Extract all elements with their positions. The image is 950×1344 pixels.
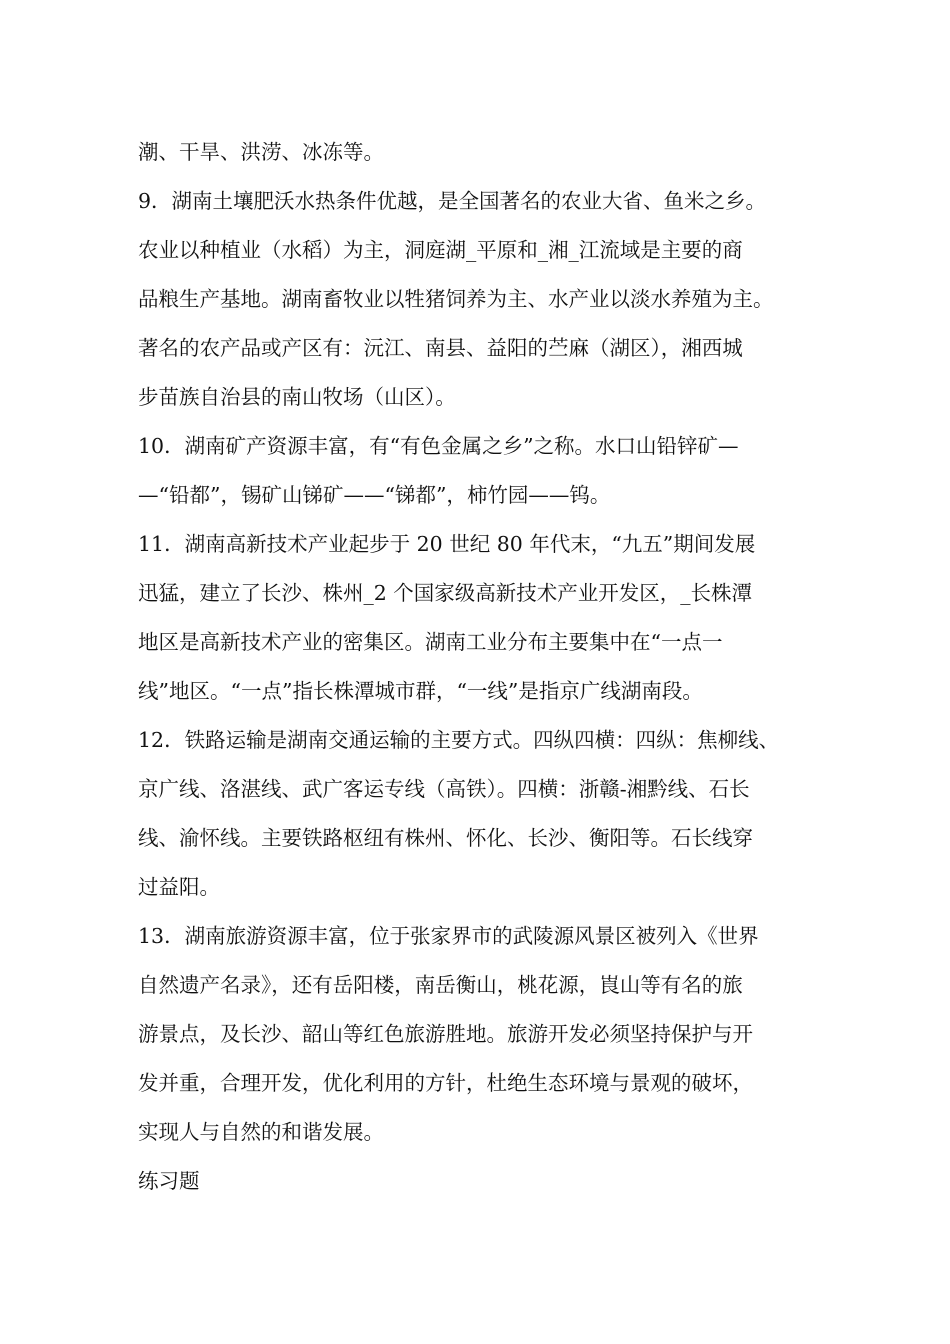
text-line: 发并重，合理开发，优化利用的方针，杜绝生态环境与景观的破坏，: [138, 1071, 753, 1095]
text-line: 游景点，及长沙、韶山等红色旅游胜地。旅游开发必须坚持保护与开: [138, 1022, 753, 1046]
text-line: —“铅都”，锡矿山锑矿——“锑都”，柿竹园——钨。: [138, 483, 611, 507]
text-line: 步苗族自治县的南山牧场（山区）。: [138, 385, 456, 409]
text-line: 潮、干旱、洪涝、冰冻等。: [138, 140, 384, 164]
text-line: 实现人与自然的和谐发展。: [138, 1120, 384, 1144]
text-line: 线”地区。“一点”指长株潭城市群，“一线”是指京广线湖南段。: [138, 679, 703, 703]
text-line: 13．湖南旅游资源丰富，位于张家界市的武陵源风景区被列入《世界: [138, 924, 759, 948]
text-line: 著名的农产品或产区有：沅江、南县、益阳的苎麻（湖区），湘西城: [138, 336, 743, 360]
section-heading: 练习题: [138, 1169, 200, 1193]
text-line: 京广线、洛湛线、武广客运专线（高铁）。四横：浙赣-湘黔线、石长: [138, 777, 750, 801]
text-line: 10．湖南矿产资源丰富，有“有色金属之乡”之称。水口山铅锌矿—: [138, 434, 739, 458]
text-line: 12．铁路运输是湖南交通运输的主要方式。四纵四横：四纵：焦柳线、: [138, 728, 780, 752]
document-body: [138, 128, 838, 1206]
text-line: 品粮生产基地。湖南畜牧业以牲猪饲养为主、水产业以淡水养殖为主。: [138, 287, 774, 311]
text-line: 过益阳。: [138, 875, 220, 899]
text-line: 迅猛，建立了长沙、株州_2 个国家级高新技术产业开发区，_长株潭: [138, 581, 753, 605]
text-line: 自然遗产名录》，还有岳阳楼，南岳衡山，桃花源，崀山等有名的旅: [138, 973, 743, 997]
text-line: 线、渝怀线。主要铁路枢纽有株州、怀化、长沙、衡阳等。石长线穿: [138, 826, 753, 850]
text-line: 9．湖南土壤肥沃水热条件优越，是全国著名的农业大省、鱼米之乡。: [138, 189, 767, 213]
text-line: 农业以种植业（水稻）为主，洞庭湖_平原和_湘_江流域是主要的商: [138, 238, 743, 262]
text-line: 11．湖南高新技术产业起步于 20 世纪 80 年代末，“九五”期间发展: [138, 532, 756, 556]
text-line: 地区是高新技术产业的密集区。湖南工业分布主要集中在“一点一: [138, 630, 723, 654]
